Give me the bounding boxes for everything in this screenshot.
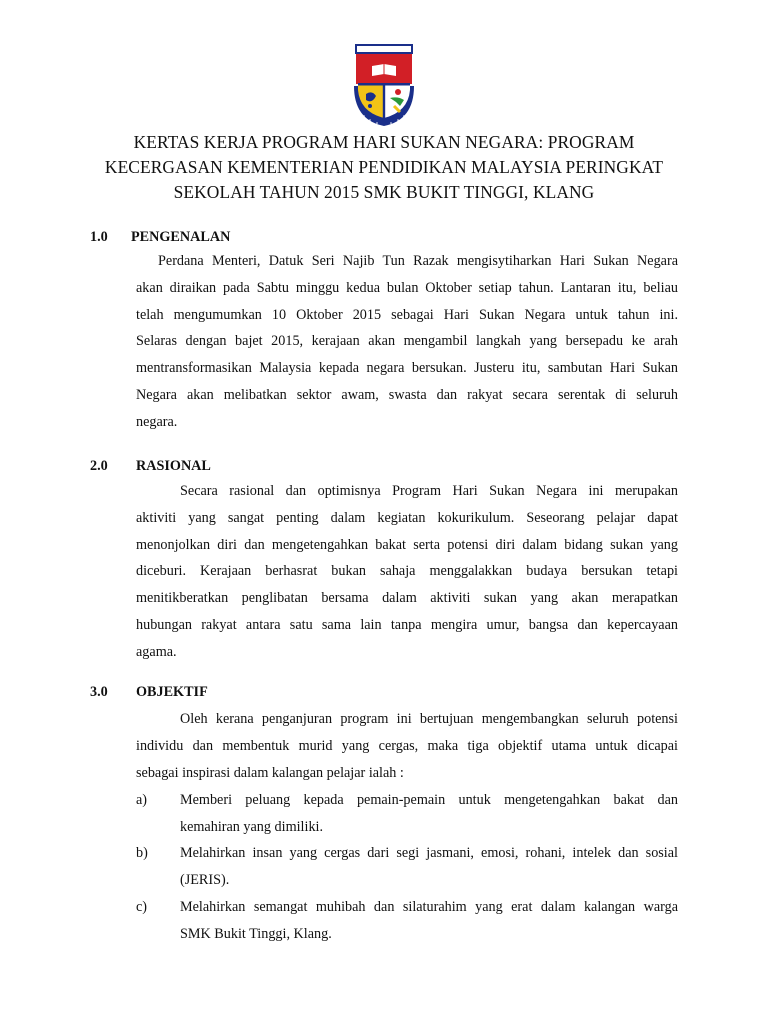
paragraph-line: telah mengumumkan 10 Oktober 2015 sebagai Hari Sukan Negara untuk tahun ini. [136,306,678,323]
list-item-line: kemahiran yang dimiliki. [180,818,324,835]
section-body-pengenalan [136,248,678,436]
section-number: 3.0 [90,684,108,700]
list-item-line: (JERIS). [180,871,230,888]
section-title: RASIONAL [136,458,211,474]
objective-item [136,894,678,948]
school-crest-logo [346,42,422,128]
section-title: PENGENALAN [131,229,231,245]
section-heading-rasional [90,456,390,476]
paragraph-line: mentransformasikan Malaysia kepada negara bersukan. Justeru itu, sambutan Hari Sukan [136,360,678,377]
document-title [60,130,708,205]
paragraph-line: diceburi. Kerajaan berhasrat bukan sahaja menggalakkan budaya bersukan tetapi [136,563,678,580]
list-marker: b) [136,845,148,861]
section-title: OBJEKTIF [136,684,208,700]
section-body-rasional [136,478,678,666]
paragraph-line: Secara rasional dan optimisnya Program Hari Sukan Negara ini merupakan [180,483,678,499]
list-item-line: Melahirkan semangat muhibah dan silaturahim yang erat dalam kalangan warga [180,899,678,915]
section-number: 1.0 [90,229,108,245]
title-line: KECERGASAN KEMENTERIAN PENDIDIKAN MALAYSIA PERINGKAT [104,157,664,177]
paragraph-line: hubungan rakyat antara satu sama lain tanpa mengira umur, bangsa dan kepercayaan [136,616,678,633]
paragraph-line: negara. [136,413,178,430]
paragraph-line: menonjolkan diri dan mengetengahkan bakat serta potensi diri dalam bidang sukan yang [136,536,678,553]
paragraph-line: sebagai inspirasi dalam kalangan pelajar ialah : [136,764,404,781]
objective-item [136,787,678,841]
paragraph-line: Selaras dengan bajet 2015, kerajaan akan mengambil langkah yang bersepadu ke arah [136,333,678,350]
section-heading-pengenalan [90,227,390,247]
list-marker: c) [136,899,148,915]
section-heading-objektif [90,682,390,702]
paragraph-line: individu dan membentuk murid yang cergas, maka tiga objektif utama untuk dicapai [136,737,678,754]
section-number: 2.0 [90,458,108,474]
paragraph-line: Perdana Menteri, Datuk Seri Najib Tun Razak mengisytiharkan Hari Sukan Negara [158,253,678,269]
paragraph-line: aktiviti yang sangat penting dalam kegiatan kokurikulum. Seseorang pelajar dapat [136,509,678,526]
title-line: SEKOLAH TAHUN 2015 SMK BUKIT TINGGI, KLANG [173,182,595,202]
list-marker: a) [136,792,148,808]
title-line: KERTAS KERJA PROGRAM HARI SUKAN NEGARA: PROGRAM [133,132,635,152]
list-item-line: SMK Bukit Tinggi, Klang. [180,925,332,942]
paragraph-line: Oleh kerana penganjuran program ini bertujuan mengembangkan seluruh potensi [180,711,678,727]
list-item-line: Memberi peluang kepada pemain-pemain untuk mengetengahkan bakat dan [180,792,678,808]
paragraph-line: Negara akan melibatkan sektor awam, swasta dan rakyat secara serentak di seluruh [136,386,678,403]
section-body-objektif [136,706,678,786]
objective-item [136,840,678,894]
list-item-line: Melahirkan insan yang cergas dari segi jasmani, emosi, rohani, intelek dan sosial [180,845,678,861]
paragraph-line: agama. [136,643,177,660]
paragraph-line: menitikberatkan penglibatan bersama dalam aktiviti sukan yang akan merapatkan [136,590,678,607]
paragraph-line: akan diraikan pada Sabtu minggu kedua bulan Oktober setiap tahun. Lantaran itu, beliau [136,279,678,296]
